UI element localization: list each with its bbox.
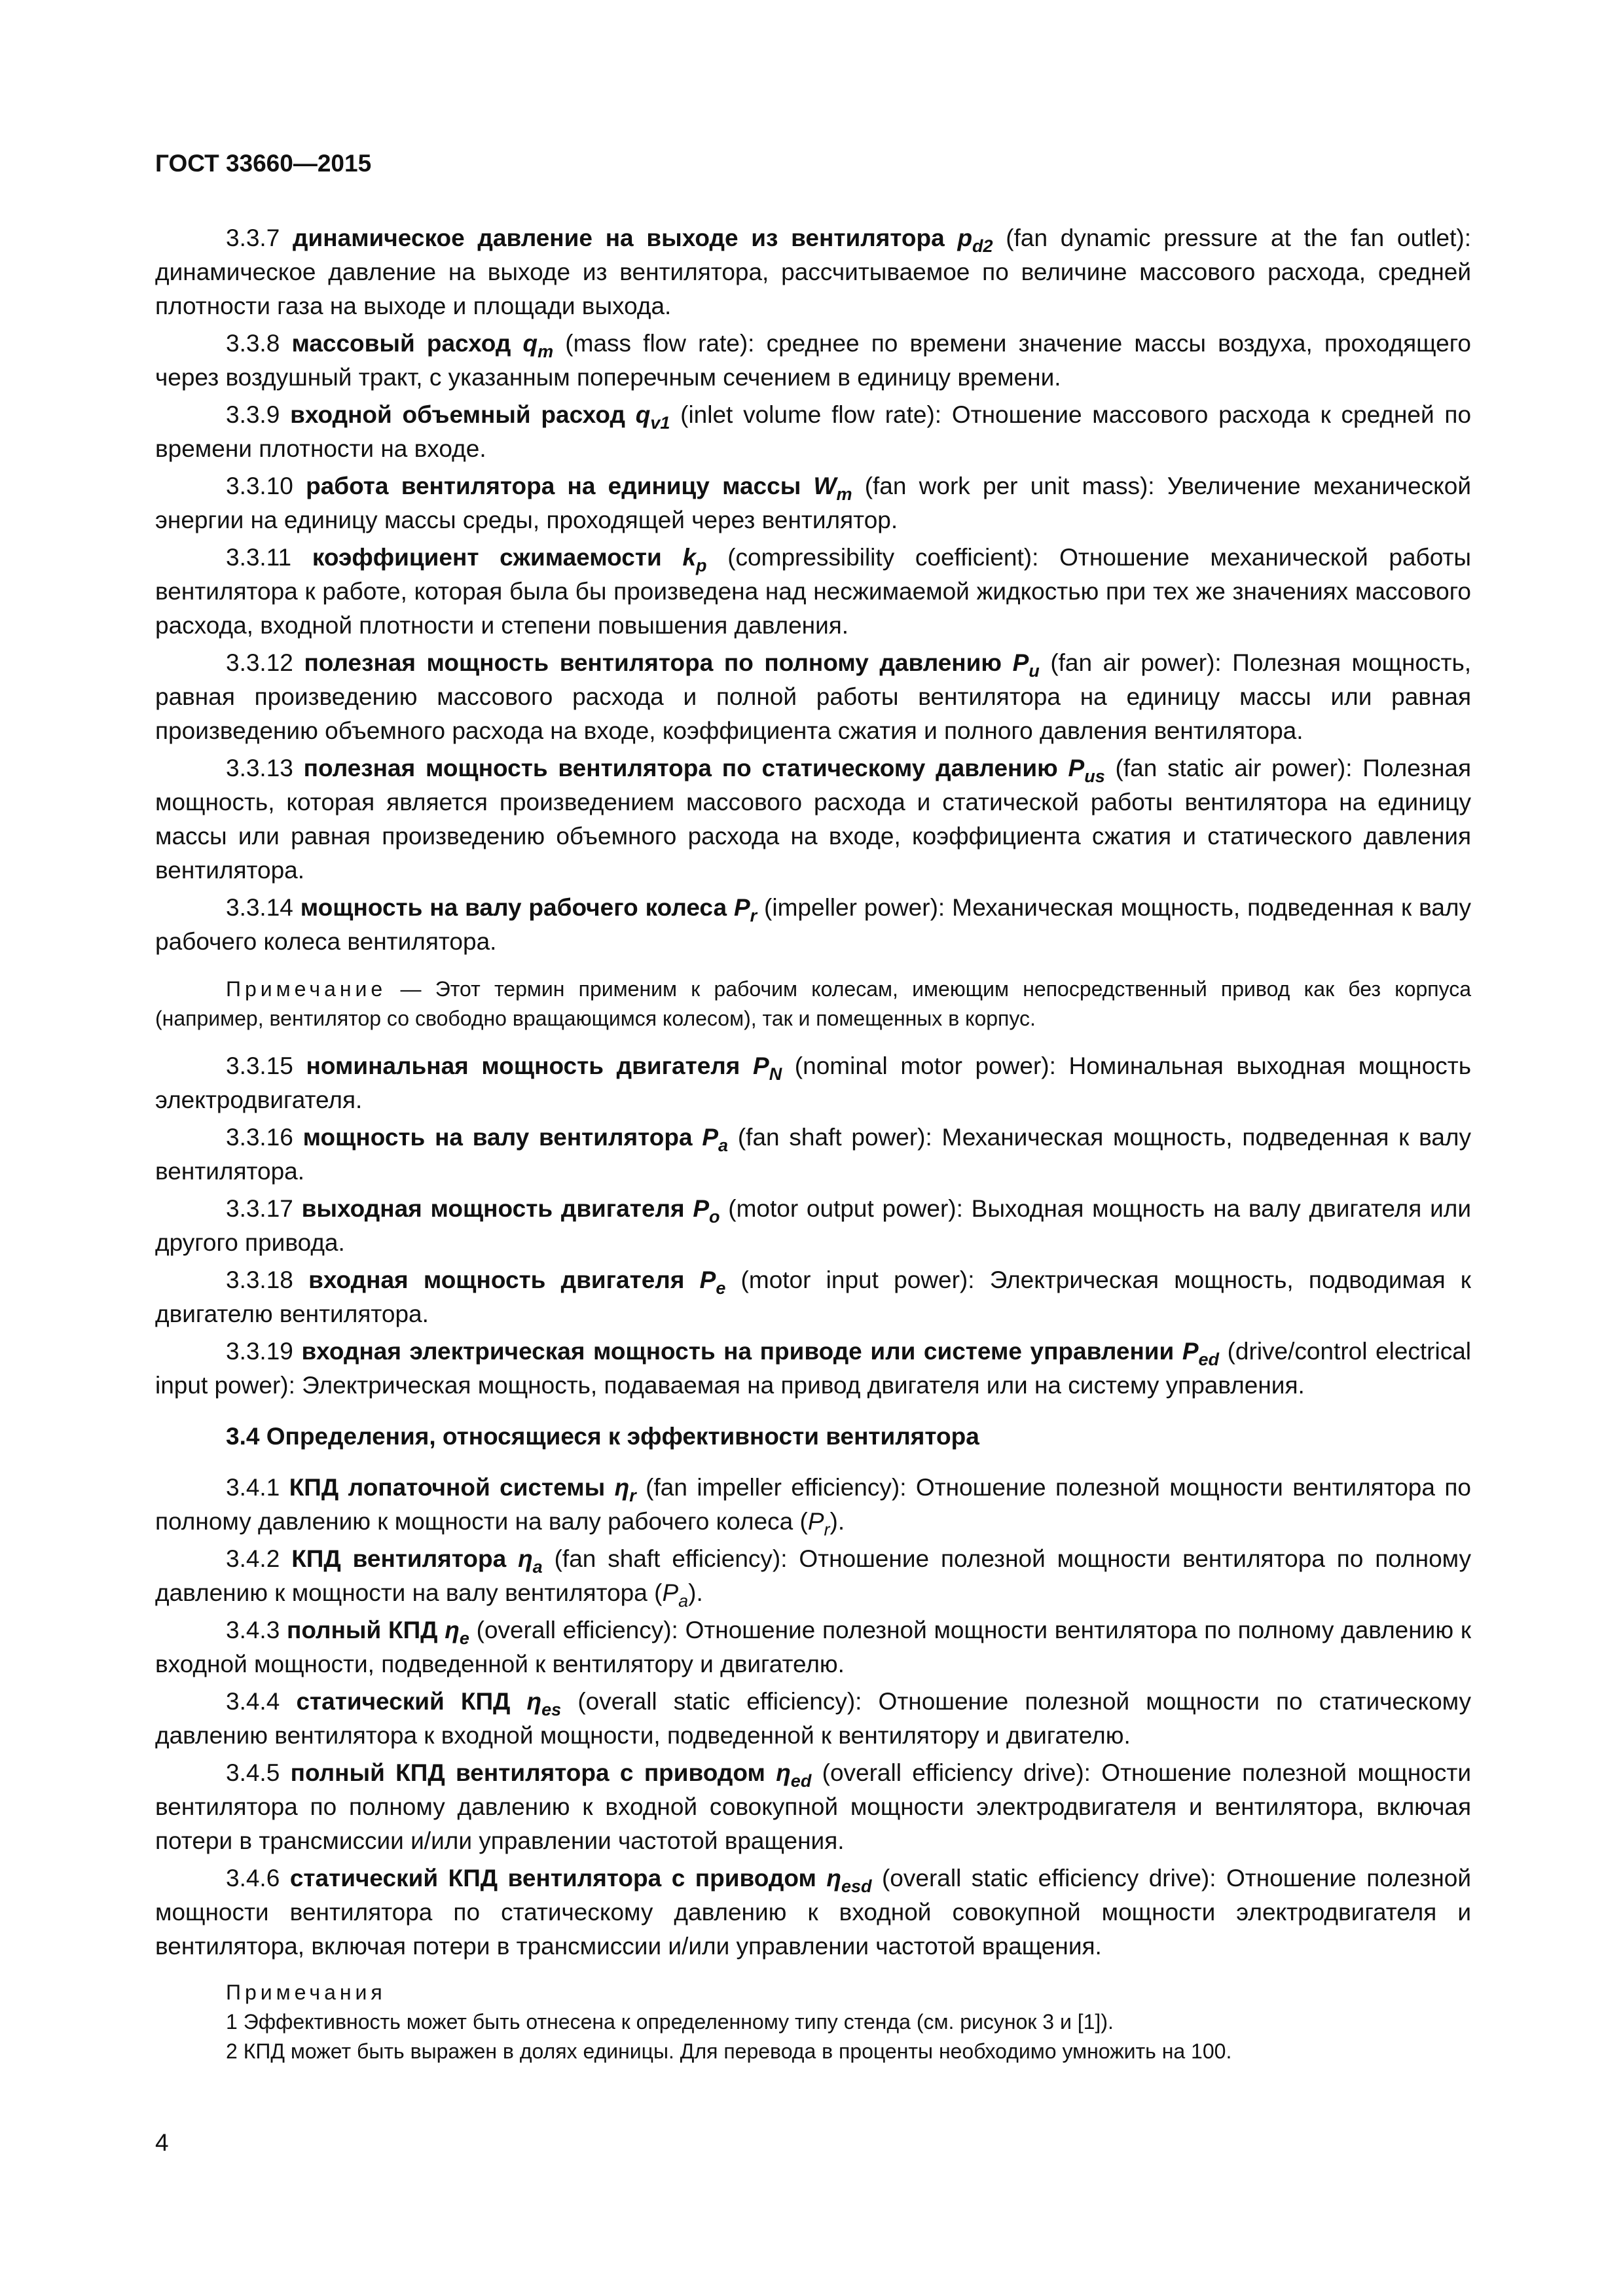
entry-symbol-subscript: m [836,484,852,504]
entry-ref-symbol: P [662,1579,679,1606]
entry-number: 3.3.14 [226,894,293,921]
entry-symbol: η [518,1545,533,1572]
entry-number: 3.3.12 [226,649,293,676]
entry-ref-symbol: P [807,1508,824,1535]
entry-number: 3.3.18 [226,1266,293,1293]
entry-symbol: k [682,544,697,571]
entry-definition: (fan shaft efficiency): Отношение полезной мощности вентилятора по полному давлению к мощности на валу вентилятора ( [155,1545,1471,1606]
entry-number: 3.4.5 [226,1759,280,1786]
entry-symbol: P [753,1052,769,1079]
entry-number: 3.3.11 [226,544,292,571]
entry-number: 3.3.17 [226,1195,293,1222]
entry-symbol: W [813,473,837,499]
entries-group-d [155,1613,1471,1964]
entry-symbol-subscript: p [696,556,707,575]
entry-number: 3.4.2 [226,1545,280,1572]
entry-symbol-subscript: us [1084,766,1105,786]
entry-number: 3.4.3 [226,1617,280,1643]
entry-definition: (motor input power): Электрическая мощность, подводимая к двигателю вентилятора. [155,1266,1471,1327]
entry-definition: (fan work per unit mass): Увеличение механической энергии на единицу массы среды, проходящей через вентилятор. [155,473,1471,533]
entry-number: 3.3.8 [226,330,280,357]
document-body [155,221,1471,2066]
definition-entry [155,469,1471,537]
entry-definition: (overall efficiency drive): Отношение полезной мощности вентилятора по полному давлению к входной совокупной мощности электродвигателя и вентилятора, включая потери в трансмиссии и/или управлении частотой вращения. [155,1759,1471,1854]
definition-entry [155,1471,1471,1539]
entry-term: статический КПД [296,1688,511,1715]
entry-term: входная электрическая мощность на приводе или системе управлении [301,1338,1175,1365]
entry-definition-end: ). [688,1579,703,1606]
definition-entry [155,541,1471,643]
entry-definition: (inlet volume flow rate): Отношение массового расхода к средней по времени плотности на входе. [155,401,1472,462]
entry-symbol: P [1068,755,1085,781]
entry-symbol-subscript: e [459,1628,469,1648]
entry-term: массовый расход [291,330,511,357]
definition-entry [155,1613,1471,1681]
document-header: ГОСТ 33660—2015 [155,150,372,177]
definition-entry [155,1756,1471,1858]
entry-symbol: P [1012,649,1029,676]
entry-term: выходная мощность двигателя [301,1195,685,1222]
notes-item: 1 Эффективность может быть отнесена к определенному типу стенда (см. рисунок 3 и [1]). [226,2010,1114,2034]
entry-symbol: η [614,1474,630,1501]
entry-symbol: P [733,894,750,921]
definition-entry [155,1192,1471,1260]
entries-group-a [155,221,1471,959]
definition-entry [155,1542,1471,1610]
entry-definition: (fan shaft power): Механическая мощность, подведенная к валу вентилятора. [155,1124,1472,1185]
entry-symbol-subscript: N [769,1064,782,1084]
definition-entry [155,1335,1471,1403]
entry-ref-subscript: a [678,1591,689,1611]
definition-entry [155,891,1471,959]
notes-block [155,1978,1471,2066]
definition-entry [155,398,1471,466]
notes-item: 2 КПД может быть выражен в долях единицы. Для перевода в проценты необходимо умножить на 100. [226,2039,1232,2063]
entries-group-b [155,1049,1471,1403]
entry-term: входная мощность двигателя [308,1266,685,1293]
entry-term: входной объемный расход [290,401,625,428]
entry-term: полезная мощность вентилятора по статическому давлению [303,755,1058,781]
entry-symbol: η [826,1865,841,1892]
definition-entry [155,1263,1471,1331]
section-heading: 3.4 Определения, относящиеся к эффективности вентилятора [226,1423,979,1450]
entries-group-c [155,1471,1471,1610]
entry-term: мощность на валу вентилятора [302,1124,693,1151]
entry-symbol: P [699,1266,716,1293]
entry-term: работа вентилятора на единицу массы [306,473,801,499]
definition-entry [155,1049,1471,1117]
entry-definition: (overall static efficiency): Отношение полезной мощности по статическому давлению вентилятора к входной мощности, подведенной к вентилятору и двигателю. [155,1688,1472,1749]
entry-definition: (overall static efficiency drive): Отношение полезной мощности вентилятора по статическому давлению к входной совокупной мощности электродвигателя и вентилятора, включая потери в трансмиссии и/или управлении частотой вращения. [155,1865,1472,1960]
entry-number: 3.3.13 [226,755,293,781]
entry-term: полный КПД вентилятора с приводом [290,1759,765,1786]
entry-symbol: q [522,330,538,357]
entry-term: статический КПД вентилятора с приводом [289,1865,816,1892]
entry-term: динамическое давление на выходе из вентилятора [293,224,945,251]
definition-entry [155,646,1471,748]
entry-number: 3.3.16 [226,1124,293,1151]
entry-term: номинальная мощность двигателя [306,1052,740,1079]
entry-symbol: P [1182,1338,1199,1365]
entry-symbol: p [957,224,973,251]
entry-number: 3.3.10 [226,473,293,499]
definition-entry [155,1685,1471,1753]
definition-entry [155,1861,1471,1964]
entry-symbol-subscript: o [709,1207,720,1227]
entry-term: КПД лопаточной системы [289,1474,606,1501]
definition-entry [155,751,1471,888]
entry-definition: (overall efficiency): Отношение полезной мощности вентилятора по полному давлению к входной мощности, подведенной к вентилятору и двигателю. [155,1617,1472,1677]
entry-term: полезная мощность вентилятора по полному давлению [304,649,1002,676]
entry-ref-subscript: r [824,1520,830,1539]
page-number: 4 [155,2129,169,2156]
entry-number: 3.3.9 [226,401,280,428]
entry-definition: (mass flow rate): среднее по времени значение массы воздуха, проходящего через воздушный тракт, с указанным поперечным сечением в единицу времени. [155,330,1471,391]
definition-entry [155,327,1471,395]
entry-symbol-subscript: d2 [972,236,993,256]
entry-definition: (impeller power): Механическая мощность, подведенная к валу рабочего колеса вентилятора. [155,894,1471,955]
entry-definition: (nominal motor power): Номинальная выходная мощность электродвигателя. [155,1052,1471,1113]
note-text: — Этот термин применим к рабочим колесам, имеющим непосредственный привод как без корпуса (например, вентилятор со свободно вращающимся колесом), так и помещенных в корпус. [155,977,1471,1030]
entry-symbol-subscript: v1 [650,413,670,433]
entry-number: 3.3.7 [226,224,280,251]
entry-number: 3.3.15 [226,1052,293,1079]
entry-symbol: η [776,1759,791,1786]
entry-symbol-subscript: ed [1198,1350,1220,1369]
definition-entry [155,221,1471,323]
entry-definition: (motor output power): Выходная мощность на валу двигателя или другого привода. [155,1195,1472,1256]
entry-term: мощность на валу рабочего колеса [300,894,727,921]
entry-number: 3.4.4 [226,1688,280,1715]
entry-symbol: η [526,1688,542,1715]
entry-symbol: P [702,1124,719,1151]
entry-definition-end: ). [830,1508,845,1535]
entry-symbol-subscript: ed [790,1771,812,1791]
definition-entry [155,1121,1471,1189]
entry-term: КПД вентилятора [291,1545,507,1572]
entry-term: коэффициент сжимаемости [312,544,662,571]
note-paragraph [155,975,1471,1033]
entry-number: 3.4.1 [226,1474,280,1501]
entry-symbol-subscript: u [1029,661,1040,681]
entry-symbol-subscript: a [532,1557,543,1577]
entry-symbol: P [693,1195,710,1222]
entry-definition: (fan air power): Полезная мощность, равная произведению массового расхода и полной работы вентилятора на единицу массы или равная произведению объемного расхода на входе, коэффициента сжатия и полного давления вентилятора. [155,649,1472,744]
entry-symbol-subscript: e [716,1278,726,1298]
entry-symbol-subscript: a [718,1136,729,1155]
entry-definition: (fan dynamic pressure at the fan outlet): динамическое давление на выходе из вентилятора, рассчитываемое по величине массового расхода, средней плотности газа на выходе и площади выхода. [155,224,1471,319]
notes-label: Примечания [226,1981,386,2004]
entry-definition: (compressibility coefficient): Отношение механической работы вентилятора к работе, которая была бы произведена над несжимаемой жидкостью при тех же значениях массового расхода, входной плотности и степени повышения давления. [155,544,1472,639]
entry-symbol-subscript: r [750,906,757,925]
entry-symbol: η [445,1617,460,1643]
entry-symbol: q [635,401,651,428]
entry-symbol-subscript: es [541,1700,562,1719]
entry-symbol-subscript: esd [841,1876,872,1896]
entry-definition: (drive/control electrical input power): Электрическая мощность, подаваемая на привод двигателя или на систему управления. [155,1338,1472,1399]
entry-definition: (fan impeller efficiency): Отношение полезной мощности вентилятора по полному давлению к мощности на валу рабочего колеса ( [155,1474,1471,1535]
note-label: Примечание [226,977,387,1001]
entry-symbol-subscript: m [538,342,554,361]
entry-definition: (fan static air power): Полезная мощность, которая является произведением массового расхода и статической работы вентилятора на единицу массы или равная произведению объемного расхода на входе, коэффициента сжатия и статического давления вентилятора. [155,755,1472,884]
entry-number: 3.3.19 [226,1338,293,1365]
entry-symbol-subscript: r [629,1486,636,1505]
entry-number: 3.4.6 [226,1865,280,1892]
entry-term: полный КПД [287,1617,438,1643]
